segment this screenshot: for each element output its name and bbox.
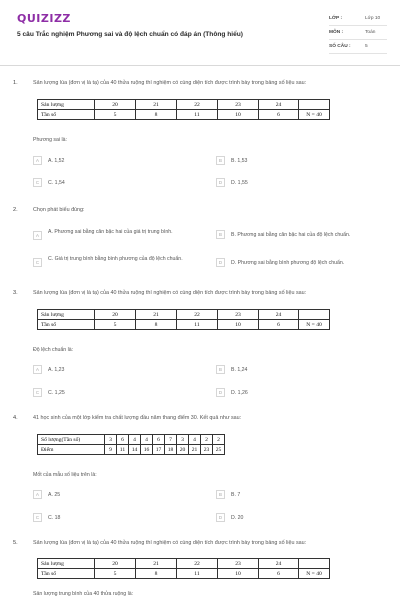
table-cell: 8 <box>136 569 177 579</box>
option-letter-badge: D <box>216 388 225 397</box>
option-letter-badge: B <box>216 230 225 239</box>
question-subtext: Mốt của mẫu số liệu trên là: <box>33 472 97 478</box>
table-cell: 11 <box>177 110 218 120</box>
table-cell: Sản lượng <box>38 310 95 320</box>
table-cell <box>299 310 330 320</box>
table-cell: N = 40 <box>299 569 330 579</box>
option-text: C. 1,25 <box>48 389 65 396</box>
option-letter-badge: A <box>33 231 42 240</box>
option-b[interactable] <box>216 365 391 377</box>
option-text: B. 1,53 <box>231 157 248 164</box>
question-subtext: Phương sai là: <box>33 137 67 143</box>
table-cell: 11 <box>177 320 218 330</box>
table-cell: 10 <box>218 320 259 330</box>
table-cell: Sản lượng <box>38 100 95 110</box>
table-cell: 4 <box>141 435 153 445</box>
table-cell: 23 <box>218 100 259 110</box>
meta-grade <box>329 14 387 26</box>
option-letter-badge: C <box>33 178 42 187</box>
option-text: A. 1,52 <box>48 157 65 164</box>
option-letter-badge: B <box>216 365 225 374</box>
question-text: Sản lượng lúa (đơn vị là tạ) của 40 thửa ruộng thí nghiệm có cùng diện tích được trình bày trong bảng số liệu sau: <box>33 80 307 86</box>
meta-question-count <box>329 42 387 54</box>
table-cell: Tần số <box>38 569 95 579</box>
option-d[interactable] <box>216 388 391 400</box>
yield-table <box>37 99 330 120</box>
table-cell: 21 <box>189 445 201 455</box>
table-cell: 20 <box>177 445 189 455</box>
option-text: C. Giá trị trung bình bằng bình phương của độ lệch chuẩn. <box>48 255 183 262</box>
table-cell: 8 <box>136 110 177 120</box>
table-cell: 25 <box>213 445 225 455</box>
table-row <box>38 320 330 330</box>
table-cell: 5 <box>95 110 136 120</box>
option-a[interactable] <box>33 365 203 377</box>
table-cell: Sản lượng <box>38 559 95 569</box>
table-cell: N = 40 <box>299 320 330 330</box>
option-a[interactable] <box>33 227 211 247</box>
question-subtext: Sản lượng trung bình của 40 thửa ruộng là: <box>33 591 134 597</box>
option-c[interactable] <box>33 178 203 190</box>
option-letter-badge: A <box>33 156 42 165</box>
question-number: 5. <box>13 540 18 546</box>
option-a[interactable] <box>33 490 203 502</box>
table-cell: 5 <box>95 320 136 330</box>
table-cell: 20 <box>95 310 136 320</box>
option-c[interactable] <box>33 254 211 274</box>
table-cell: 11 <box>177 569 218 579</box>
table-cell: 24 <box>259 559 299 569</box>
option-letter-badge: C <box>33 513 42 522</box>
table-cell: 6 <box>117 435 129 445</box>
meta-value: 5 <box>365 44 368 49</box>
table-cell: 21 <box>136 559 177 569</box>
option-d[interactable] <box>216 513 391 525</box>
table-cell: N = 40 <box>299 110 330 120</box>
option-text: A. 1,23 <box>48 366 65 373</box>
table-cell: 22 <box>177 100 218 110</box>
option-b[interactable] <box>216 230 396 242</box>
option-letter-badge: A <box>33 490 42 499</box>
table-cell: 3 <box>177 435 189 445</box>
option-b[interactable] <box>216 490 391 502</box>
quizizz-logo[interactable]: QUIZIZZ <box>17 12 71 25</box>
option-letter-badge: B <box>216 490 225 499</box>
table-cell: 23 <box>218 559 259 569</box>
score-table <box>37 434 225 455</box>
option-text: C. 18 <box>48 514 61 521</box>
table-cell: 6 <box>153 435 165 445</box>
table-cell: 20 <box>95 100 136 110</box>
option-c[interactable] <box>33 388 203 400</box>
table-cell: 23 <box>218 310 259 320</box>
table-row <box>38 310 330 320</box>
table-row <box>38 569 330 579</box>
table-cell: 7 <box>165 435 177 445</box>
meta-subject <box>329 28 387 40</box>
yield-table <box>37 558 330 579</box>
table-cell: 3 <box>105 435 117 445</box>
table-cell: 24 <box>259 310 299 320</box>
table-cell: Tần số <box>38 320 95 330</box>
option-text: D. 1,55 <box>231 179 248 186</box>
option-letter-badge: D <box>216 258 225 267</box>
table-cell: 2 <box>201 435 213 445</box>
table-cell <box>299 559 330 569</box>
table-cell: 9 <box>105 445 117 455</box>
table-cell: 6 <box>259 320 299 330</box>
table-cell: 20 <box>95 559 136 569</box>
table-row <box>38 445 225 455</box>
table-cell: Tần số <box>38 110 95 120</box>
table-cell: Điểm <box>38 445 105 455</box>
table-cell: 6 <box>259 110 299 120</box>
option-text: A. Phương sai bằng căn bậc hai của giá trị trung bình. <box>48 228 173 235</box>
meta-key: LỚP : <box>329 16 343 21</box>
option-text: C. 1,54 <box>48 179 65 186</box>
table-cell: 5 <box>95 569 136 579</box>
option-d[interactable] <box>216 258 396 270</box>
table-cell: 8 <box>136 320 177 330</box>
question-text: Chọn phát biểu đúng: <box>33 207 85 213</box>
option-text: A. 25 <box>48 491 61 498</box>
option-letter-badge: D <box>216 513 225 522</box>
table-cell: 22 <box>177 310 218 320</box>
question-text: Sản lượng lúa (đơn vị là tạ) của 40 thửa ruộng thí nghiệm có cùng diện tích được trình bày trong bảng số liệu sau: <box>33 540 307 546</box>
table-cell: 23 <box>201 445 213 455</box>
table-cell: 4 <box>189 435 201 445</box>
table-cell: 21 <box>136 310 177 320</box>
yield-table <box>37 309 330 330</box>
table-cell: 21 <box>136 100 177 110</box>
option-letter-badge: A <box>33 365 42 374</box>
option-c[interactable] <box>33 513 203 525</box>
question-number: 4. <box>13 415 18 421</box>
option-text: D. Phương sai bằng bình phương độ lệch chuẩn. <box>231 259 345 266</box>
table-cell: 17 <box>153 445 165 455</box>
option-text: B. 7 <box>231 491 241 498</box>
table-cell: 22 <box>177 559 218 569</box>
question-number: 1. <box>13 80 18 86</box>
question-text: Sản lượng lúa (đơn vị là tạ) của 40 thửa ruộng thí nghiệm có cùng diện tích được trình bày trong bảng số liệu sau: <box>33 290 307 296</box>
option-letter-badge: C <box>33 388 42 397</box>
meta-key: MÔN : <box>329 30 344 35</box>
table-cell: 11 <box>117 445 129 455</box>
table-row <box>38 100 330 110</box>
meta-value: Toán <box>365 30 376 35</box>
option-letter-badge: B <box>216 156 225 165</box>
table-cell: 10 <box>218 569 259 579</box>
table-cell: Số lượng(Tần số) <box>38 435 105 445</box>
table-cell: 4 <box>129 435 141 445</box>
meta-key: SỐ CÂU : <box>329 44 351 49</box>
question-number: 2. <box>13 207 18 213</box>
table-cell: 2 <box>213 435 225 445</box>
question-text: 41 học sinh của một lớp kiểm tra chất lượng đầu năm thang điểm 30. Kết quả như sau: <box>33 415 242 421</box>
option-text: D. 20 <box>231 514 244 521</box>
table-cell: 14 <box>129 445 141 455</box>
table-cell: 18 <box>165 445 177 455</box>
option-letter-badge: D <box>216 178 225 187</box>
meta-value: Lớp 10 <box>365 16 381 21</box>
question-subtext: Độ lệch chuẩn là: <box>33 347 74 353</box>
table-cell <box>299 100 330 110</box>
table-row <box>38 110 330 120</box>
table-cell: 16 <box>141 445 153 455</box>
option-b[interactable] <box>216 156 391 168</box>
option-a[interactable] <box>33 156 203 168</box>
table-row <box>38 559 330 569</box>
option-text: B. Phương sai bằng căn bậc hai của độ lệch chuẩn. <box>231 231 351 238</box>
option-text: B. 1,24 <box>231 366 248 373</box>
option-letter-badge: C <box>33 258 42 267</box>
option-d[interactable] <box>216 178 391 190</box>
table-row <box>38 435 225 445</box>
page-header <box>0 0 400 66</box>
table-cell: 24 <box>259 100 299 110</box>
table-cell: 6 <box>259 569 299 579</box>
question-number: 3. <box>13 290 18 296</box>
table-cell: 10 <box>218 110 259 120</box>
page-title: 5 câu Trắc nghiệm Phương sai và độ lệch chuẩn có đáp án (Thông hiểu) <box>17 31 243 38</box>
option-text: D. 1,26 <box>231 389 248 396</box>
